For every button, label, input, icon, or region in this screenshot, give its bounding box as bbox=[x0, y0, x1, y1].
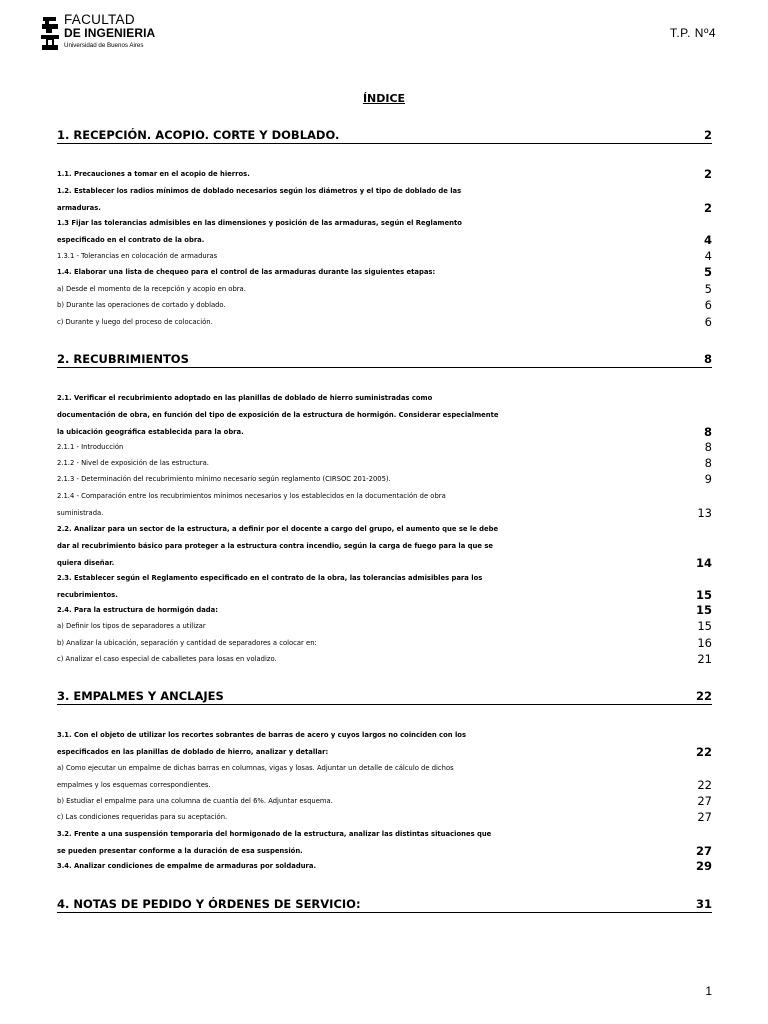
toc-item-page: 8 bbox=[704, 456, 712, 470]
toc-item[interactable] bbox=[57, 488, 712, 522]
toc-item-text: documentación de obra, en función del tipo de exposición de la estructura de hormigón. Considerar especialmente bbox=[57, 410, 499, 419]
toc-item-text: recubrimientos. bbox=[57, 590, 118, 599]
toc-item[interactable] bbox=[57, 455, 712, 472]
toc-item-text: 2.2. Analizar para un sector de la estructura, a definir por el docente a cargo del grupo, el aumento que se le debe bbox=[57, 525, 499, 533]
toc-item-page: 15 bbox=[697, 619, 712, 633]
toc-item-text: a) Definir los tipos de separadores a utilizar bbox=[57, 622, 206, 630]
toc-item-page: 22 bbox=[695, 744, 712, 759]
toc-item-page: 8 bbox=[704, 440, 712, 454]
toc-item[interactable] bbox=[57, 858, 712, 875]
toc-section-page: 2 bbox=[703, 128, 712, 142]
toc-section-title: 3. EMPALMES Y ANCLAJES bbox=[57, 689, 224, 703]
toc-item-text: 2.1.4 - Comparación entre los recubrimientos mínimos necesarios y los establecidos en la documentación de obra bbox=[57, 492, 446, 500]
toc-item-page: 16 bbox=[697, 636, 712, 650]
toc-item-text: a) Desde el momento de la recepción y acopio en obra. bbox=[57, 285, 246, 293]
toc-item-text: a) Como ejecutar un empalme de dichas barras en columnas, vigas y losas. Adjuntar un detalle de cálculo de dichos bbox=[57, 764, 454, 772]
page-title: ÍNDICE bbox=[362, 92, 406, 105]
toc-item-page: 14 bbox=[695, 555, 712, 570]
toc-item-page: 2 bbox=[703, 200, 712, 215]
toc-item-page: 27 bbox=[697, 810, 712, 824]
toc-section-title: 4. NOTAS DE PEDIDO Y ÓRDENES DE SERVICIO: bbox=[57, 897, 361, 911]
toc-item-text: c) Las condiciones requeridas para su aceptación. bbox=[57, 813, 228, 821]
toc-item-text: especificado en el contrato de la obra. bbox=[57, 235, 205, 244]
toc-item[interactable] bbox=[57, 183, 712, 217]
toc-item-text: 3.2. Frente a una suspensión temporaria del hormigonado de la estructura, analizar las distintas situaciones que bbox=[57, 830, 492, 838]
toc-section-page: 31 bbox=[695, 897, 712, 911]
toc-item[interactable] bbox=[57, 471, 712, 488]
toc-section-4[interactable] bbox=[57, 897, 712, 913]
faculty-logo bbox=[40, 14, 170, 54]
toc-item[interactable] bbox=[57, 570, 712, 604]
page-number: 1 bbox=[705, 984, 712, 998]
toc-item-page: 5 bbox=[704, 282, 712, 296]
toc-item-text: b) Analizar la ubicación, separación y cantidad de separadores a colocar en: bbox=[57, 639, 317, 647]
toc-item-text: la ubicación geográfica establecida para la obra. bbox=[57, 427, 244, 436]
toc-item-text: armaduras. bbox=[57, 203, 101, 212]
toc-item[interactable] bbox=[57, 635, 712, 652]
toc-item-text: b) Durante las operaciones de cortado y doblado. bbox=[57, 301, 226, 309]
toc-item-text: quiera diseñar. bbox=[57, 558, 115, 567]
toc-item-text: 3.4. Analizar condiciones de empalme de armaduras por soldadura. bbox=[57, 862, 317, 870]
toc-item-page: 15 bbox=[695, 603, 712, 617]
toc-item-text: 1.3 Fijar las tolerancias admisibles en las dimensiones y posición de las armaduras, según el Reglamento bbox=[57, 219, 462, 227]
toc-item[interactable] bbox=[57, 314, 712, 331]
toc-item[interactable] bbox=[57, 439, 712, 456]
toc-item-text: b) Estudiar el empalme para una columna de cuantía del 6%. Adjuntar esquema. bbox=[57, 797, 333, 805]
toc-section-1[interactable] bbox=[57, 128, 712, 144]
toc-item[interactable] bbox=[57, 602, 712, 619]
toc-item-text: 1.3.1 - Tolerancias en colocación de armaduras bbox=[57, 252, 218, 260]
toc-section-page: 8 bbox=[703, 352, 712, 366]
toc-item-text: suministrada. bbox=[57, 508, 104, 517]
toc-item-text: 2.1.2 - Nivel de exposición de las estructura. bbox=[57, 459, 209, 467]
toc-item[interactable] bbox=[57, 618, 712, 635]
toc-item[interactable] bbox=[57, 297, 712, 314]
toc-item-text: se pueden presentar conforme a la duración de esa suspensión. bbox=[57, 846, 303, 855]
toc-item-text: c) Analizar el caso especial de caballetes para losas en voladizo. bbox=[57, 655, 277, 663]
toc-item-text: 2.1.3 - Determinación del recubrimiento mínimo necesario según reglamento (CIRSOC 201-2005). bbox=[57, 475, 391, 483]
toc-item[interactable] bbox=[57, 651, 712, 668]
logo-line2: DE INGENIERIA bbox=[64, 26, 156, 40]
toc-item-page: 27 bbox=[697, 794, 712, 808]
toc-item[interactable] bbox=[57, 521, 712, 572]
toc-item[interactable] bbox=[57, 264, 712, 281]
toc-item-page: 8 bbox=[703, 424, 712, 439]
toc-item-text: 1.2. Establecer los radios mínimos de doblado necesarios según los diámetros y el tipo de doblado de las bbox=[57, 187, 462, 195]
page-header bbox=[40, 14, 716, 54]
toc-item-page: 2 bbox=[703, 167, 712, 181]
toc-item-text: especificados en las planillas de doblado de hierro, analizar y detallar: bbox=[57, 747, 329, 756]
faculty-emblem-icon bbox=[40, 15, 60, 51]
toc-item-text: c) Durante y luego del proceso de colocación. bbox=[57, 318, 213, 326]
toc-item-page: 4 bbox=[703, 232, 712, 247]
toc-item-page: 29 bbox=[695, 859, 712, 873]
doc-code: T.P. Nº4 bbox=[669, 26, 716, 40]
toc-item-text: 1.1. Precauciones a tomar en el acopio de hierros. bbox=[57, 170, 250, 178]
toc-item[interactable] bbox=[57, 166, 712, 183]
logo-line3: Universidad de Buenos Aires bbox=[64, 42, 144, 49]
toc-section-title: 1. RECEPCIÓN. ACOPIO. CORTE Y DOBLADO. bbox=[57, 128, 340, 142]
toc-item[interactable] bbox=[57, 826, 712, 860]
toc-item[interactable] bbox=[57, 390, 712, 441]
toc-item[interactable] bbox=[57, 727, 712, 761]
toc-item-page: 4 bbox=[704, 249, 712, 263]
toc-item-page: 13 bbox=[697, 505, 712, 520]
toc-section-3[interactable] bbox=[57, 689, 712, 705]
toc-item[interactable] bbox=[57, 281, 712, 298]
toc-item[interactable] bbox=[57, 809, 712, 826]
logo-line1: FACULTAD bbox=[64, 12, 135, 27]
toc-section-title: 2. RECUBRIMIENTOS bbox=[57, 352, 189, 366]
toc-item-text: dar al recubrimiento básico para proteger a la estructura contra incendio, según la carga de fuego para la que se bbox=[57, 541, 494, 550]
toc-item-text: 2.1.1 - Introducción bbox=[57, 443, 124, 451]
toc-item-text: empalmes y los esquemas correspondientes. bbox=[57, 780, 211, 789]
toc-item[interactable] bbox=[57, 215, 712, 249]
toc-item-text: 1.4. Elaborar una lista de chequeo para el control de las armaduras durante las siguientes etapas: bbox=[57, 268, 436, 276]
toc-item-page: 15 bbox=[695, 587, 712, 602]
toc-item-text: 2.3. Establecer según el Reglamento especificado en el contrato de la obra, las tolerancias admisibles para los bbox=[57, 574, 483, 582]
toc-item-text: 2.4. Para la estructura de hormigón dada: bbox=[57, 606, 218, 614]
toc-item[interactable] bbox=[57, 793, 712, 810]
toc-section-page: 22 bbox=[695, 689, 712, 703]
toc-item-page: 6 bbox=[704, 298, 712, 312]
toc-item-page: 5 bbox=[703, 265, 712, 279]
toc-section-2[interactable] bbox=[57, 352, 712, 368]
toc-item-page: 27 bbox=[695, 843, 712, 858]
toc-item-page: 21 bbox=[697, 652, 712, 666]
toc-item-page: 9 bbox=[704, 472, 712, 486]
toc-item-page: 6 bbox=[704, 315, 712, 329]
toc-item-page: 22 bbox=[697, 777, 712, 792]
toc-item-text: 3.1. Con el objeto de utilizar los recortes sobrantes de barras de acero y cuyos largos no coinciden con los bbox=[57, 731, 466, 739]
toc-item[interactable] bbox=[57, 248, 712, 265]
toc-item[interactable] bbox=[57, 760, 712, 794]
toc-item-text: 2.1. Verificar el recubrimiento adoptado en las planillas de doblado de hierro suministradas como bbox=[57, 394, 433, 402]
